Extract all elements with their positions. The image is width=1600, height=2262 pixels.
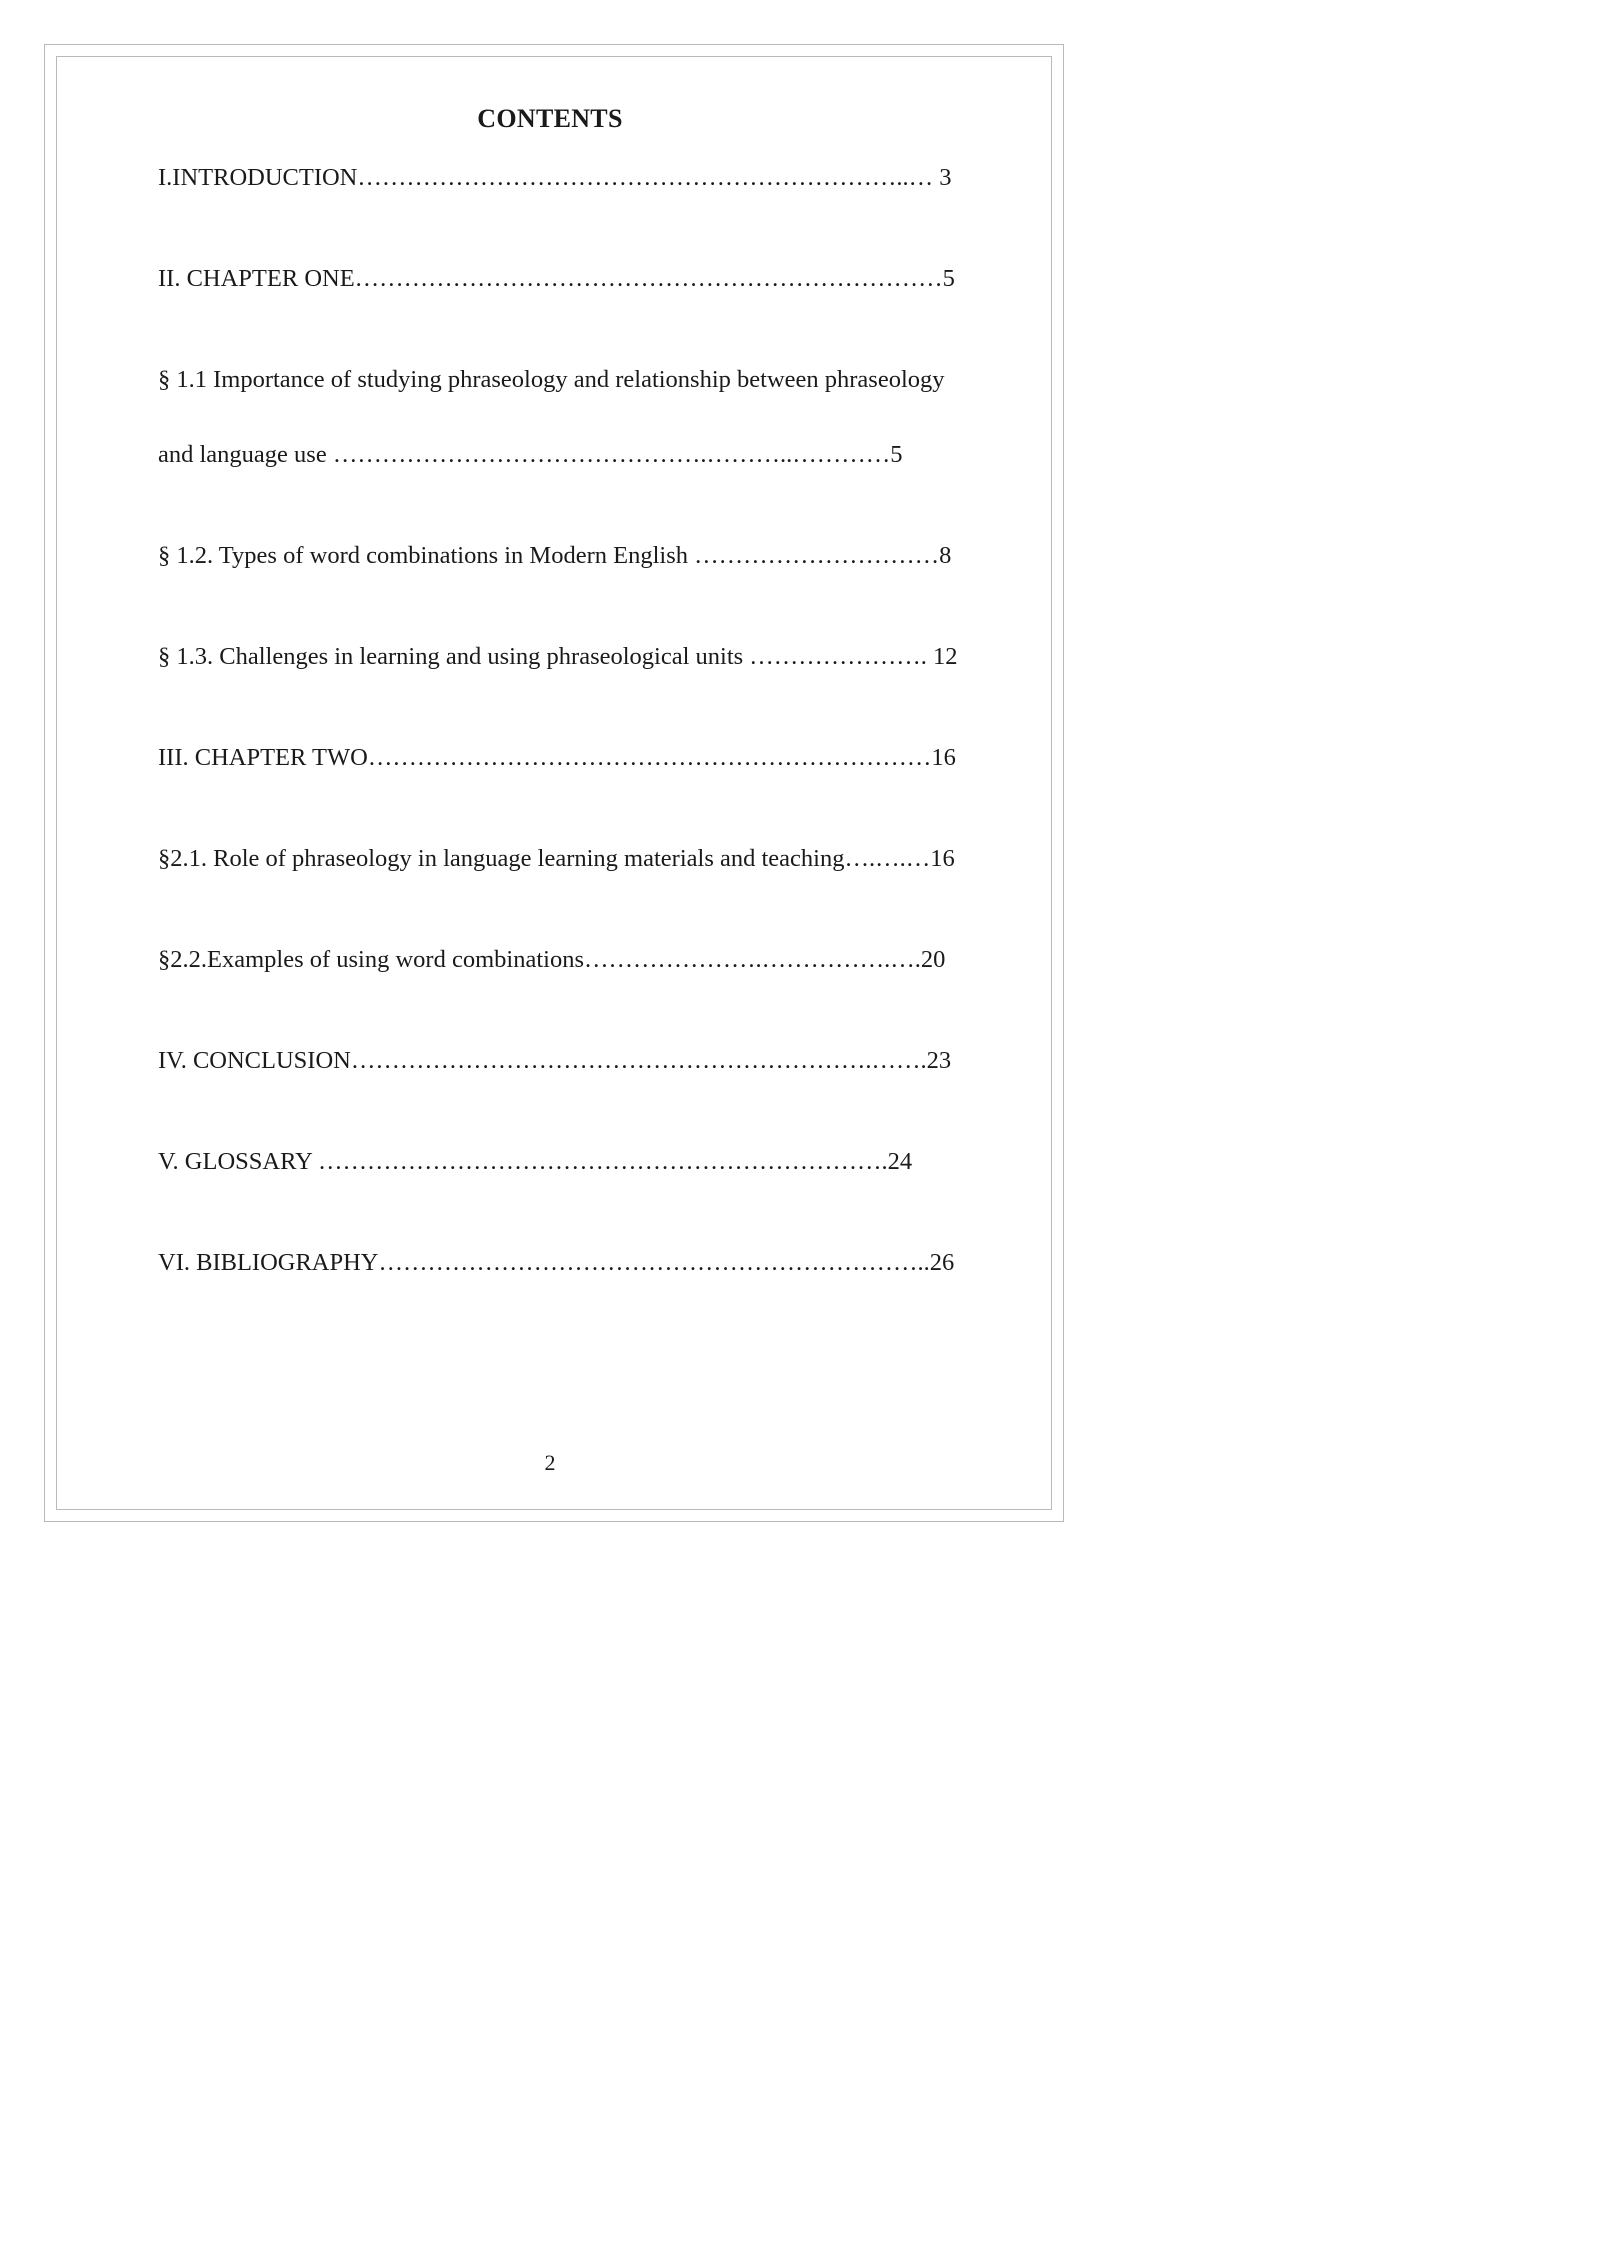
toc-entry-section-1-3: § 1.3. Challenges in learning and using phraseological units …………………. 12 [158, 643, 958, 670]
toc-entry-chapter-one: II. CHAPTER ONE………………………………………………………………5 [158, 265, 955, 292]
contents-heading: CONTENTS [477, 104, 623, 133]
toc-entry-section-1-1: § 1.1 Importance of studying phraseology and relationship between phraseology [158, 366, 945, 393]
toc-entry-section-2-1: §2.1. Role of phraseology in language learning materials and teaching….….…16 [158, 845, 955, 872]
page-number: 2 [544, 1450, 556, 1475]
toc-entry-section-1-2: § 1.2. Types of word combinations in Modern English …………………………8 [158, 542, 952, 569]
toc-entry-introduction: I.INTRODUCTION…………………………………………………………..… 3 [158, 164, 952, 191]
toc-entry-bibliography: VI. BIBLIOGRAPHY…………………………………………………………..26 [158, 1249, 955, 1276]
toc-entry-section-1-1-continued: and language use ……………………………………….………..…………5 [158, 441, 903, 468]
toc-entry-conclusion: IV. CONCLUSION……………………………………………………….…….23 [158, 1047, 952, 1074]
toc-entry-chapter-two: III. CHAPTER TWO……………………………………………………………16 [158, 744, 956, 771]
toc-entry-section-2-2: §2.2.Examples of using word combinations………………….…………….….20 [158, 946, 946, 973]
toc-entry-glossary: V. GLOSSARY …………………………………………………………….24 [158, 1148, 913, 1175]
